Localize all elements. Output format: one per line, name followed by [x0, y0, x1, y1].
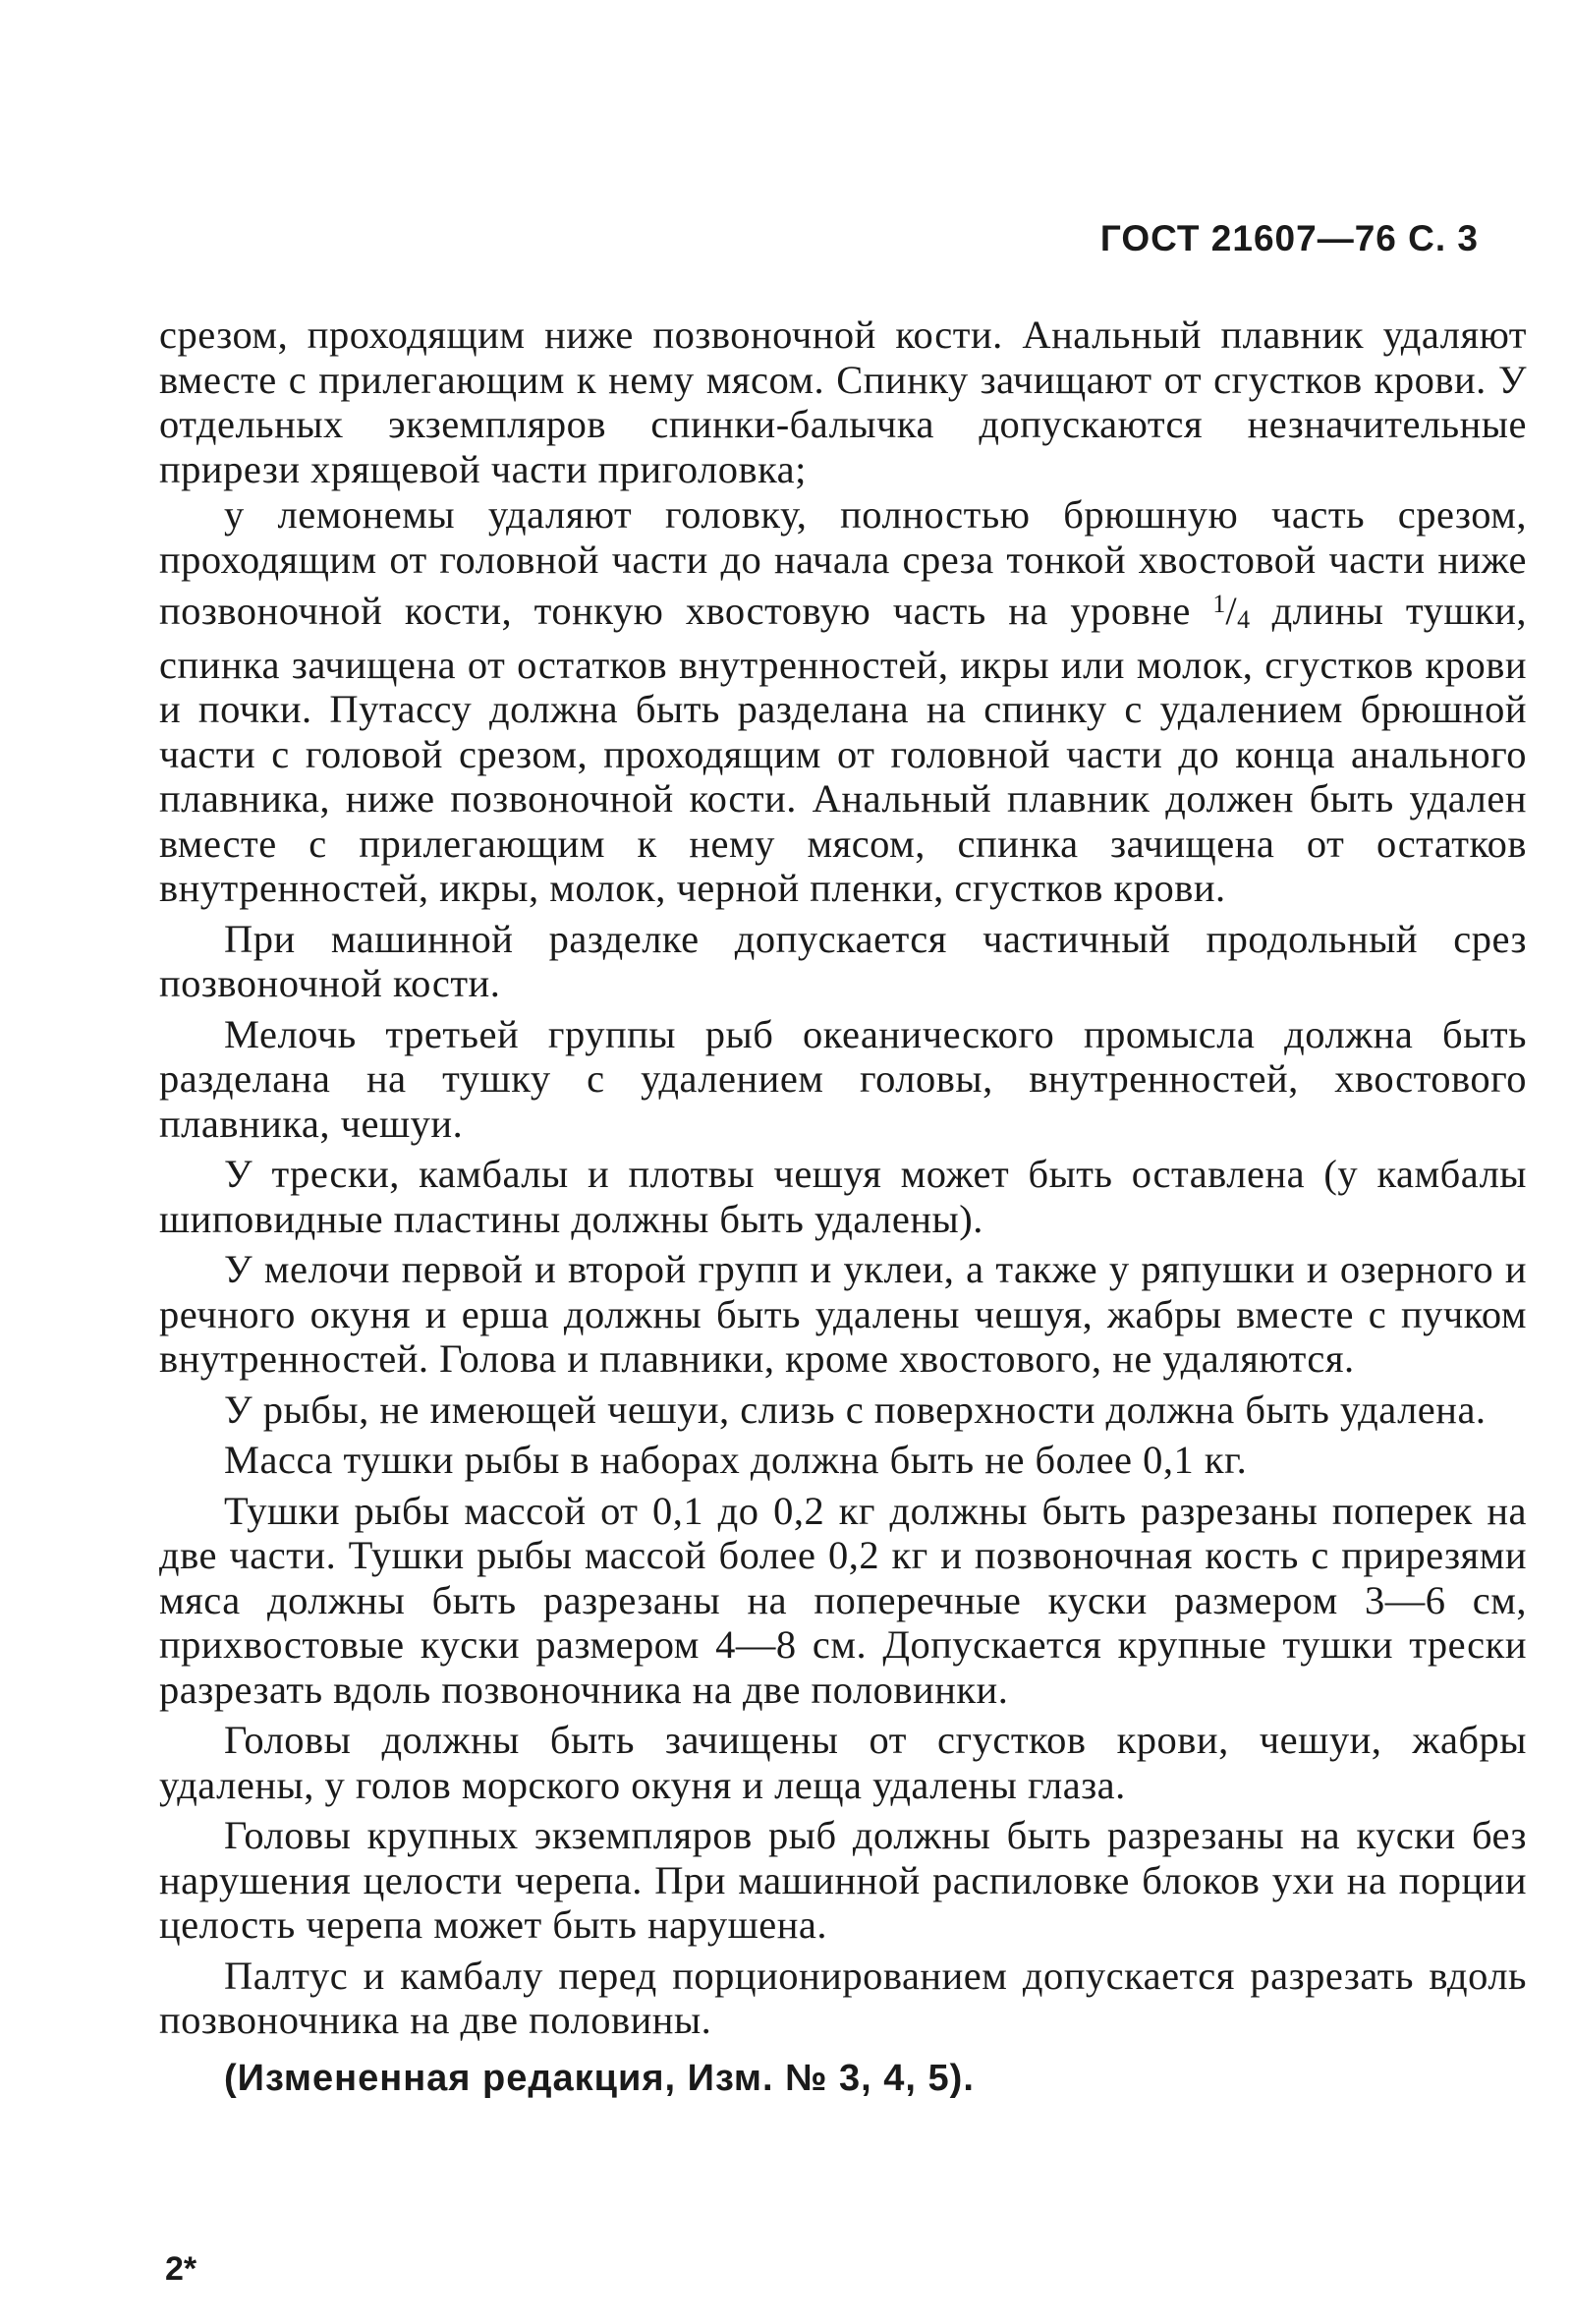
paragraph: срезом, проходящим ниже позвоночной кости. Анальный плавник удаляют вместе с прилегающим к нему мясом. Спинку зачищают от сгустков крови. У отдельных экземпляров спинки-балычка допускаются незначительные прирези хрящевой части приголовка;: [159, 312, 1527, 491]
paragraph: У мелочи первой и второй групп и уклеи, а также у ряпушки и озерного и речного окуня и ерша должны быть удалены чешуя, жабры вместе с пучком внутренностей. Голова и плавники, кроме хвостового, не удаляются.: [159, 1247, 1527, 1381]
paragraph: Палтус и камбалу перед порционированием допускается разрезать вдоль позвоночника на две половины.: [159, 1953, 1527, 2042]
fraction-one-quarter: $^1$/4: [1212, 589, 1251, 634]
paragraph: При машинной разделке допускается частичный продольный срез позвоночной кости.: [159, 916, 1527, 1005]
paragraph: Головы крупных экземпляров рыб должны быть разрезаны на куски без нарушения целости черепа. При машинной распиловке блоков ухи на порции целость черепа может быть нарушена.: [159, 1813, 1527, 1947]
edition-note: (Измененная редакция, Изм. № 3, 4, 5).: [224, 2057, 975, 2099]
document-body: [159, 312, 1527, 2102]
paragraph-text: длины тушки, спинка зачищена от остатков внутренностей, икры или молок, сгустков крови и почки. Путассу должна быть разделана на спинку с удалением брюшной части с головой срезом, проходящим от головной части до конца анального плавника, ниже позвоночной кости. Анальный плавник должен быть удален вместе с прилегающим к нему мясом, спинка зачищена от остатков внутренностей, икры, молок, черной пленки, сгустков крови.: [159, 589, 1527, 910]
paragraph: Масса тушки рыбы в наборах должна быть не более 0,1 кг.: [224, 1438, 1248, 1482]
paragraph: Мелочь третьей группы рыб океанического промысла должна быть разделана на тушку с удалением головы, внутренностей, хвостового плавника, чешуи.: [159, 1011, 1527, 1146]
signature-mark: 2*: [165, 2250, 197, 2288]
document-header: ГОСТ 21607—76 С. 3: [1099, 218, 1479, 258]
paragraph: Головы должны быть зачищены от сгустков крови, чешуи, жабры удалены, у голов морского окуня и леща удалены глаза.: [159, 1718, 1527, 1807]
paragraph-text: у лемонемы удаляют головку, полностью брюшную часть срезом, проходящим от головной части до начала среза тонкой хвостовой части ниже позвоночной кости, тонкую хвостовую часть на уровне: [159, 492, 1527, 633]
paragraph: У рыбы, не имеющей чешуи, слизь с поверхности должна быть удалена.: [224, 1387, 1487, 1432]
paragraph: Тушки рыбы массой от 0,1 до 0,2 кг должны быть разрезаны поперек на две части. Тушки рыбы массой более 0,2 кг и позвоночная кость с прирезями мяса должны быть разрезаны на поперечные куски размером 3—6 см, прихвостовые куски размером 4—8 см. Допускается крупные тушки трески разрезать вдоль позвоночника на две половинки.: [159, 1488, 1527, 1712]
paragraph: У трески, камбалы и плотвы чешуя может быть оставлена (у камбалы шиповидные пластины должны быть удалены).: [159, 1152, 1527, 1241]
paragraph: [159, 492, 1527, 911]
